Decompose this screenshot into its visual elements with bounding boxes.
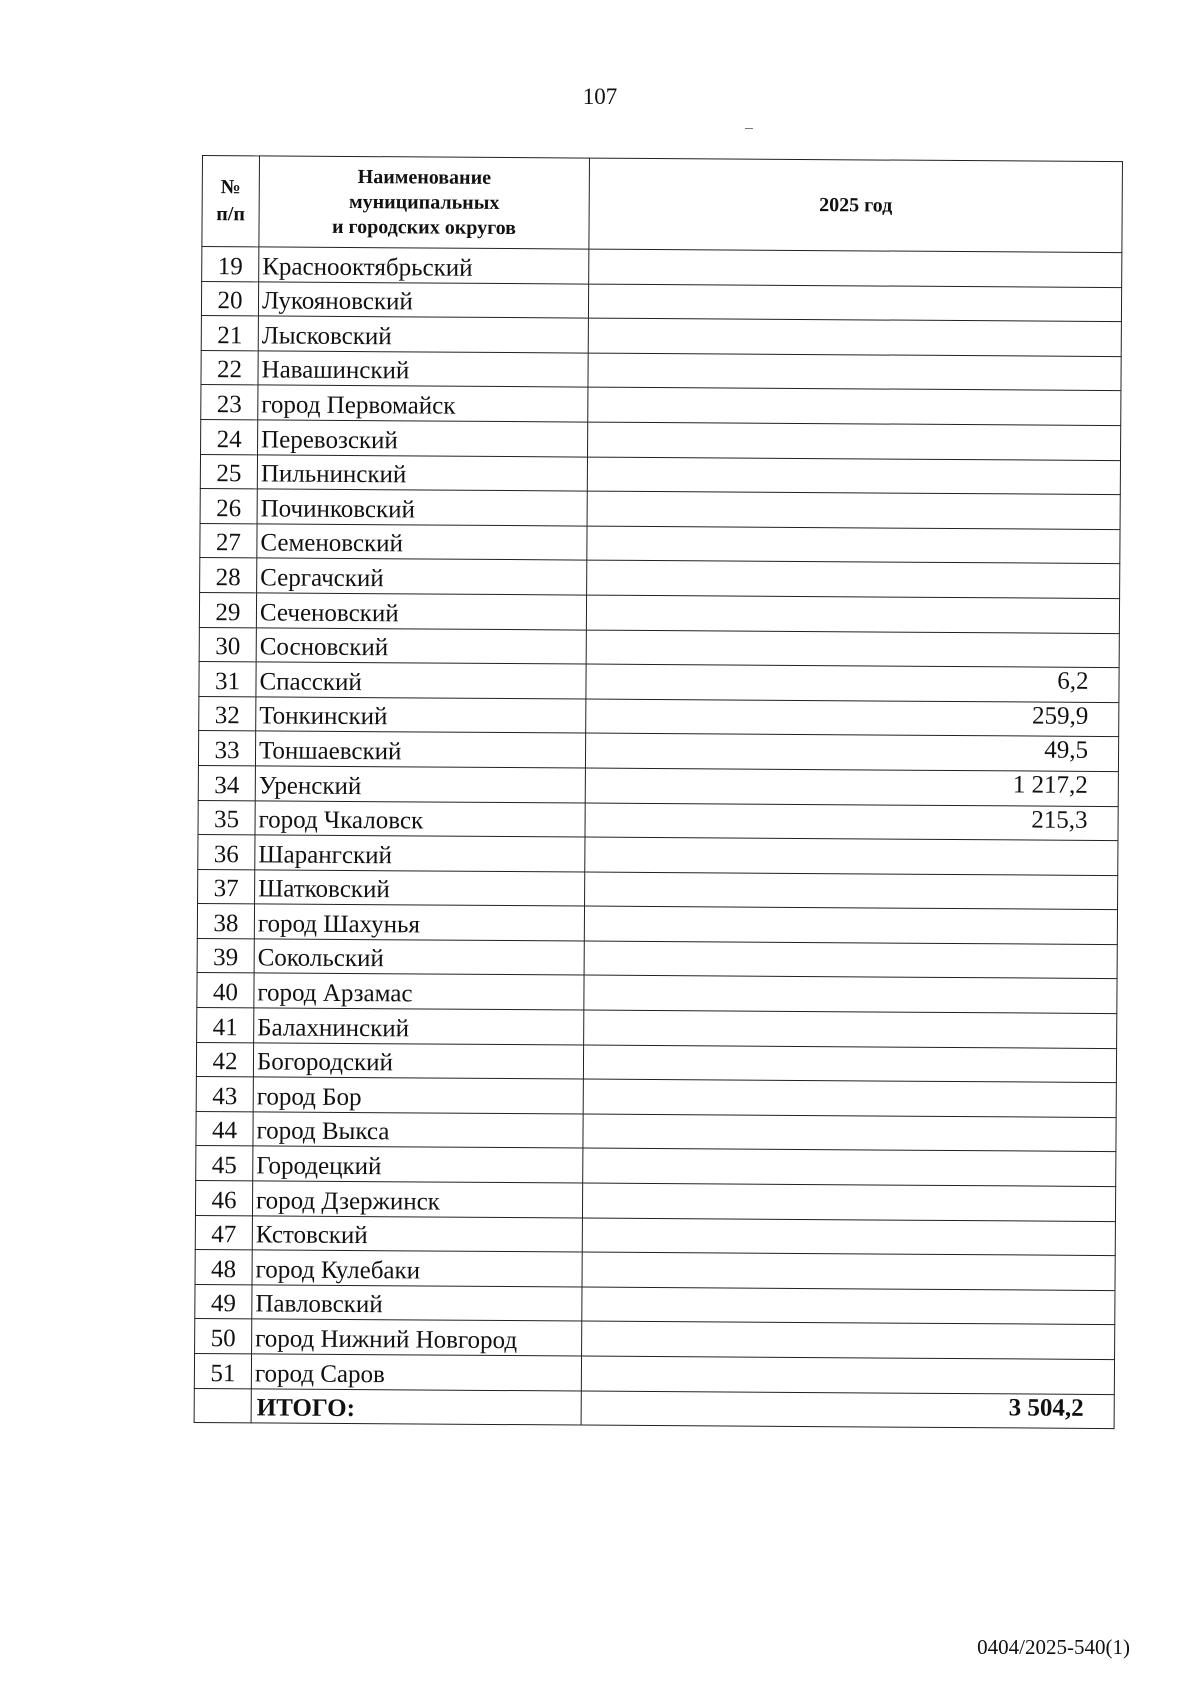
row-name: Лысковский <box>258 316 588 353</box>
row-value <box>583 1079 1116 1117</box>
row-value <box>584 976 1117 1014</box>
row-number: 45 <box>196 1146 253 1181</box>
row-name: Лукояновский <box>258 281 588 318</box>
row-name: город Кулебаки <box>252 1250 582 1287</box>
header-num-text: № п/п <box>216 176 245 226</box>
row-name: Шатковский <box>255 870 585 907</box>
row-value <box>585 872 1118 910</box>
row-number: 41 <box>197 1008 254 1043</box>
header-name-text: Наименование муниципальных и городских округов <box>331 165 517 239</box>
row-name: Шарангский <box>255 835 585 872</box>
row-number: 50 <box>195 1319 252 1354</box>
row-number: 21 <box>201 316 258 351</box>
row-value <box>585 837 1118 875</box>
row-name: Уренский <box>255 766 585 803</box>
row-number: 51 <box>194 1353 251 1388</box>
table-row <box>201 281 1121 322</box>
row-value <box>587 526 1120 564</box>
row-value <box>587 457 1120 495</box>
table-row <box>201 316 1121 357</box>
row-number: 27 <box>200 523 257 558</box>
row-value <box>582 1252 1115 1290</box>
row-number: 46 <box>195 1181 252 1216</box>
document-code: 0404/2025-540(1) <box>977 1635 1130 1659</box>
row-name: Краснооктябрьский <box>259 247 589 284</box>
row-value: 49,5 <box>585 733 1118 771</box>
table-header-row <box>202 156 1123 253</box>
row-number: 47 <box>195 1215 252 1250</box>
row-number: 30 <box>199 627 256 662</box>
row-value <box>583 1148 1116 1186</box>
row-number: 40 <box>197 973 254 1008</box>
table-row <box>196 1077 1116 1118</box>
table-row <box>198 765 1118 806</box>
row-name: город Арзамас <box>254 973 584 1010</box>
row-number: 49 <box>195 1284 252 1319</box>
row-number: 22 <box>201 350 258 385</box>
row-number: 32 <box>199 696 256 731</box>
table-row <box>195 1250 1115 1291</box>
table-row <box>199 662 1119 703</box>
row-number: 44 <box>196 1111 253 1146</box>
row-name: Сокольский <box>254 939 584 976</box>
table-row <box>199 592 1119 633</box>
table-row <box>200 454 1120 495</box>
row-number: 33 <box>198 731 255 766</box>
row-value <box>588 422 1121 460</box>
row-value <box>588 353 1121 391</box>
row-value <box>583 1114 1116 1152</box>
row-number: 39 <box>197 938 254 973</box>
table-row <box>198 869 1118 910</box>
row-number: 29 <box>199 592 256 627</box>
row-name: Семеновский <box>257 524 587 561</box>
table-row <box>197 973 1117 1014</box>
row-name: Городецкий <box>253 1146 583 1183</box>
row-name: город Первомайск <box>258 385 588 422</box>
row-name: Сосновский <box>256 627 586 664</box>
table-row <box>194 1353 1114 1394</box>
table-row <box>198 835 1118 876</box>
row-value <box>582 1287 1115 1325</box>
row-number: 43 <box>196 1077 253 1112</box>
row-value <box>588 387 1121 425</box>
header-year <box>589 158 1123 253</box>
table-row <box>197 938 1117 979</box>
table-row <box>195 1319 1115 1360</box>
row-value <box>588 318 1121 356</box>
allocation-table <box>194 155 1123 1429</box>
row-value: 215,3 <box>585 803 1118 841</box>
row-number: 37 <box>198 869 255 904</box>
table-row <box>199 696 1119 737</box>
table-row <box>200 558 1120 599</box>
row-name: Перевозский <box>258 420 588 457</box>
row-name: Спасский <box>256 662 586 699</box>
row-number: 35 <box>198 800 255 835</box>
table-row <box>195 1284 1115 1325</box>
header-name <box>259 156 590 249</box>
table-row <box>202 247 1122 288</box>
row-name: Тонкинский <box>256 697 586 734</box>
table-row <box>201 350 1121 391</box>
table-row <box>196 1042 1116 1083</box>
row-number: 19 <box>202 247 259 282</box>
row-value <box>588 284 1121 322</box>
table-row <box>198 731 1118 772</box>
table-row <box>196 1146 1116 1187</box>
table-row <box>200 523 1120 564</box>
row-name: город Чкаловск <box>255 800 585 837</box>
row-number: 48 <box>195 1250 252 1285</box>
row-value <box>584 906 1117 944</box>
row-number: 36 <box>198 835 255 870</box>
header-year-text: 2025 год <box>819 193 893 217</box>
row-value: 6,2 <box>586 664 1119 702</box>
row-name: Павловский <box>252 1285 582 1322</box>
row-name: Балахнинский <box>254 1008 584 1045</box>
header-num <box>202 156 260 247</box>
row-value <box>586 630 1119 668</box>
table-row <box>198 800 1118 841</box>
total-row <box>194 1388 1114 1429</box>
row-value: 1 217,2 <box>585 768 1118 806</box>
table-row <box>195 1215 1115 1256</box>
row-value <box>582 1218 1115 1256</box>
row-name: Навашинский <box>258 351 588 388</box>
table-row <box>197 904 1117 945</box>
row-value <box>589 249 1122 287</box>
row-value <box>587 560 1120 598</box>
row-number: 24 <box>201 419 258 454</box>
row-value: 259,9 <box>586 699 1119 737</box>
row-number: 38 <box>197 904 254 939</box>
row-name: Тоншаевский <box>255 731 585 768</box>
row-number: 23 <box>201 385 258 420</box>
table-row <box>199 627 1119 668</box>
page-number: 107 <box>582 84 618 109</box>
row-number: 20 <box>201 281 258 316</box>
table-row <box>195 1181 1115 1222</box>
row-name: город Дзержинск <box>252 1181 582 1218</box>
row-number: 28 <box>200 558 257 593</box>
row-value <box>587 491 1120 529</box>
row-number: 34 <box>198 765 255 800</box>
row-number: 26 <box>200 489 257 524</box>
row-name: город Саров <box>251 1354 581 1391</box>
total-label: ИТОГО: <box>251 1388 581 1425</box>
row-name: Починковский <box>257 489 587 526</box>
row-name: город Бор <box>253 1077 583 1114</box>
total-value: 3 504,2 <box>581 1391 1114 1429</box>
row-name: Сергачский <box>257 558 587 595</box>
table-row <box>200 489 1120 530</box>
row-value <box>582 1321 1115 1359</box>
row-name: город Нижний Новгород <box>252 1319 582 1356</box>
row-name: город Выкса <box>253 1112 583 1149</box>
row-value <box>583 1045 1116 1083</box>
table-row <box>201 385 1121 426</box>
table-row <box>197 1008 1117 1049</box>
row-value <box>586 595 1119 633</box>
total-number <box>194 1388 251 1423</box>
row-name: Кстовский <box>252 1215 582 1252</box>
row-number: 25 <box>200 454 257 489</box>
scan-mark <box>745 128 753 129</box>
row-value <box>581 1356 1114 1394</box>
table-body <box>194 247 1122 1429</box>
row-value <box>584 941 1117 979</box>
row-name: Богородский <box>253 1043 583 1080</box>
row-number: 42 <box>196 1042 253 1077</box>
row-number: 31 <box>199 662 256 697</box>
table-row <box>196 1111 1116 1152</box>
row-value <box>584 1010 1117 1048</box>
table-row <box>201 419 1121 460</box>
row-value <box>582 1183 1115 1221</box>
row-name: город Шахунья <box>254 904 584 941</box>
row-name: Сеченовский <box>256 593 586 630</box>
row-name: Пильнинский <box>257 454 587 491</box>
